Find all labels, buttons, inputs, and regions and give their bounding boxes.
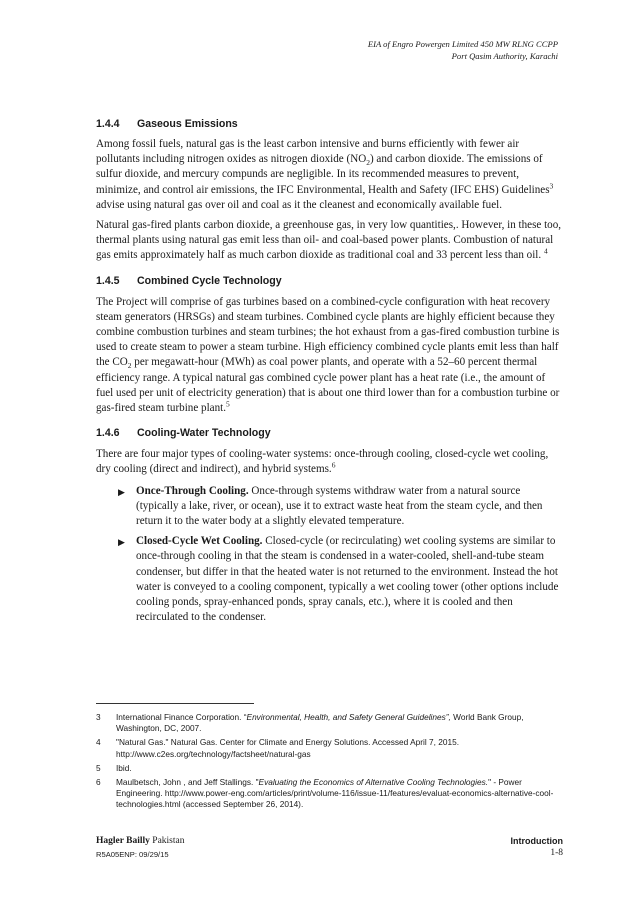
section-title: Cooling-Water Technology xyxy=(137,427,271,440)
footer-section-name: Introduction xyxy=(510,836,563,846)
footnote-divider xyxy=(96,703,254,704)
footnote-ref-5[interactable]: 5 xyxy=(226,399,230,409)
header-report-title: EIA of Engro Powergen Limited 450 MW RLNG CCPP xyxy=(367,39,558,49)
triangle-right-icon: ▶ xyxy=(118,537,125,548)
page-number: 1-8 xyxy=(550,848,563,858)
footnote-3: 3 International Finance Corporation. “Environmental, Health, and Safety General Guidelines”, World Bank Group, Washington, DC, 2007. xyxy=(96,712,524,734)
section-title: Gaseous Emissions xyxy=(137,118,238,130)
footnote-6: 6 Maulbetsch, John , and Jeff Stallings. "Evaluating the Economics of Alternative Cooling Technologies." - Power Engineering. http://www.power-eng.com/articles/print/volume-116/issue-11/features/evaluat-economics-alternative-cool-technologies.html (accessed September 26, 2014). xyxy=(96,776,554,810)
footnote-5: 5 Ibid. xyxy=(96,762,132,773)
main-content xyxy=(96,118,563,625)
section-number: 1.4.4 xyxy=(96,118,120,130)
paragraph-gaseous-emissions-1: Among fossil fuels, natural gas is the least carbon intensive and burns efficiently with fewer air pollutants including nitrogen oxides as nitrogen dioxide $(NO_2)$ and carbon dioxide. The emissions of sulfur dioxide, and mercury compunds are negligible. In its recommended measures to prevent, minimize, and control air emissions, the IFC Environmental, Health and Safety (IFC EHS) Guidelines$^3$ advise using natural gas over oil and coal as it the cleanest and economically available fuel. xyxy=(96,138,554,211)
section-number: 1.4.5 xyxy=(96,274,120,287)
paragraph-combined-cycle: The Project will comprise of gas turbines based on a combined-cycle configuration with heat recovery steam generators (HRSGs) and steam turbines. Combined cycle plants are highly efficient because they combine combustion turbines and steam turbines; the hot exhaust from a gas-fired combustion turbine is used to create steam to power a steam turbine. High efficiency combined cycle plants emit less than half the $CO_2$ per megawatt-hour (MWh) as coal power plants, and operate with a 52–60 percent thermal efficiency range. A typical natural gas combined cycle power plant has a heat rate (i.e., the amount of fuel used per unit of electricity generation) that is about one third lower than for a combustion turbine or gas-fired steam turbine plant.$^5$ xyxy=(96,295,560,415)
paragraph-gaseous-emissions-2: Natural gas-fired plants carbon dioxide, a greenhouse gas, in very low quantities,. However, in these too, thermal plants using natural gas emit less than oil- and coal-based power plants. Combustion of natural gas emits approximately half as much carbon dioxide as traditional coal and 33 percent less than oil. $^4$ xyxy=(96,219,562,262)
footnotes xyxy=(96,712,563,813)
section-number: 1.4.6 xyxy=(96,427,120,440)
section-heading-1-4-5 xyxy=(96,275,563,287)
header-authority: Port Qasim Authority, Karachi xyxy=(451,51,558,61)
paragraph-cooling-water: There are four major types of cooling-water systems: once-through cooling, closed-cycle wet cooling, dry cooling (direct and indirect), and hybrid systems.$^6$ xyxy=(96,448,549,476)
page-footer xyxy=(96,836,563,859)
footnote-4: 4 "Natural Gas." Natural Gas. Center for Climate and Energy Solutions. Accessed April 7, 2015. http://www.c2es.org/technology/factsheet/natural-gas xyxy=(96,737,460,759)
section-title: Combined Cycle Technology xyxy=(137,274,282,287)
footnote-ref-6[interactable]: 6 xyxy=(331,460,336,470)
list-item: ▶ Once-Through Cooling. Once-through systems withdraw water from a natural source (typically a lake, river, or ocean), use it to extract waste heat from the steam cycle, and then return it to the water body at a slightly elevated temperature. xyxy=(118,484,543,528)
document-code: R5A05ENP: 09/29/15 xyxy=(96,850,169,859)
list-item: ▶ Closed-Cycle Wet Cooling. Closed-cycle (or recirculating) wet cooling systems are similar to once-through cooling in that the steam is condensed in a water-cooled, shell-and-tube steam condenser, but differ in that the heated water is not returned to the environment. Instead the hot water is conveyed to a cooling component, typically a wet cooling tower (other options include cooling ponds, spray-enhanced ponds, spray canals, etc.), where it is cooled and then recirculated to the condenser. xyxy=(118,535,559,624)
section-heading-1-4-6 xyxy=(96,427,563,439)
section-heading-1-4-4 xyxy=(96,118,563,130)
footnote-ref-3[interactable]: 3 xyxy=(549,180,554,190)
cooling-systems-list xyxy=(96,484,563,626)
running-header xyxy=(368,38,558,62)
triangle-right-icon: ▶ xyxy=(118,486,125,497)
footer-company: Hagler Bailly Pakistan xyxy=(96,836,185,846)
footnote-ref-4[interactable]: 4 xyxy=(543,246,548,256)
